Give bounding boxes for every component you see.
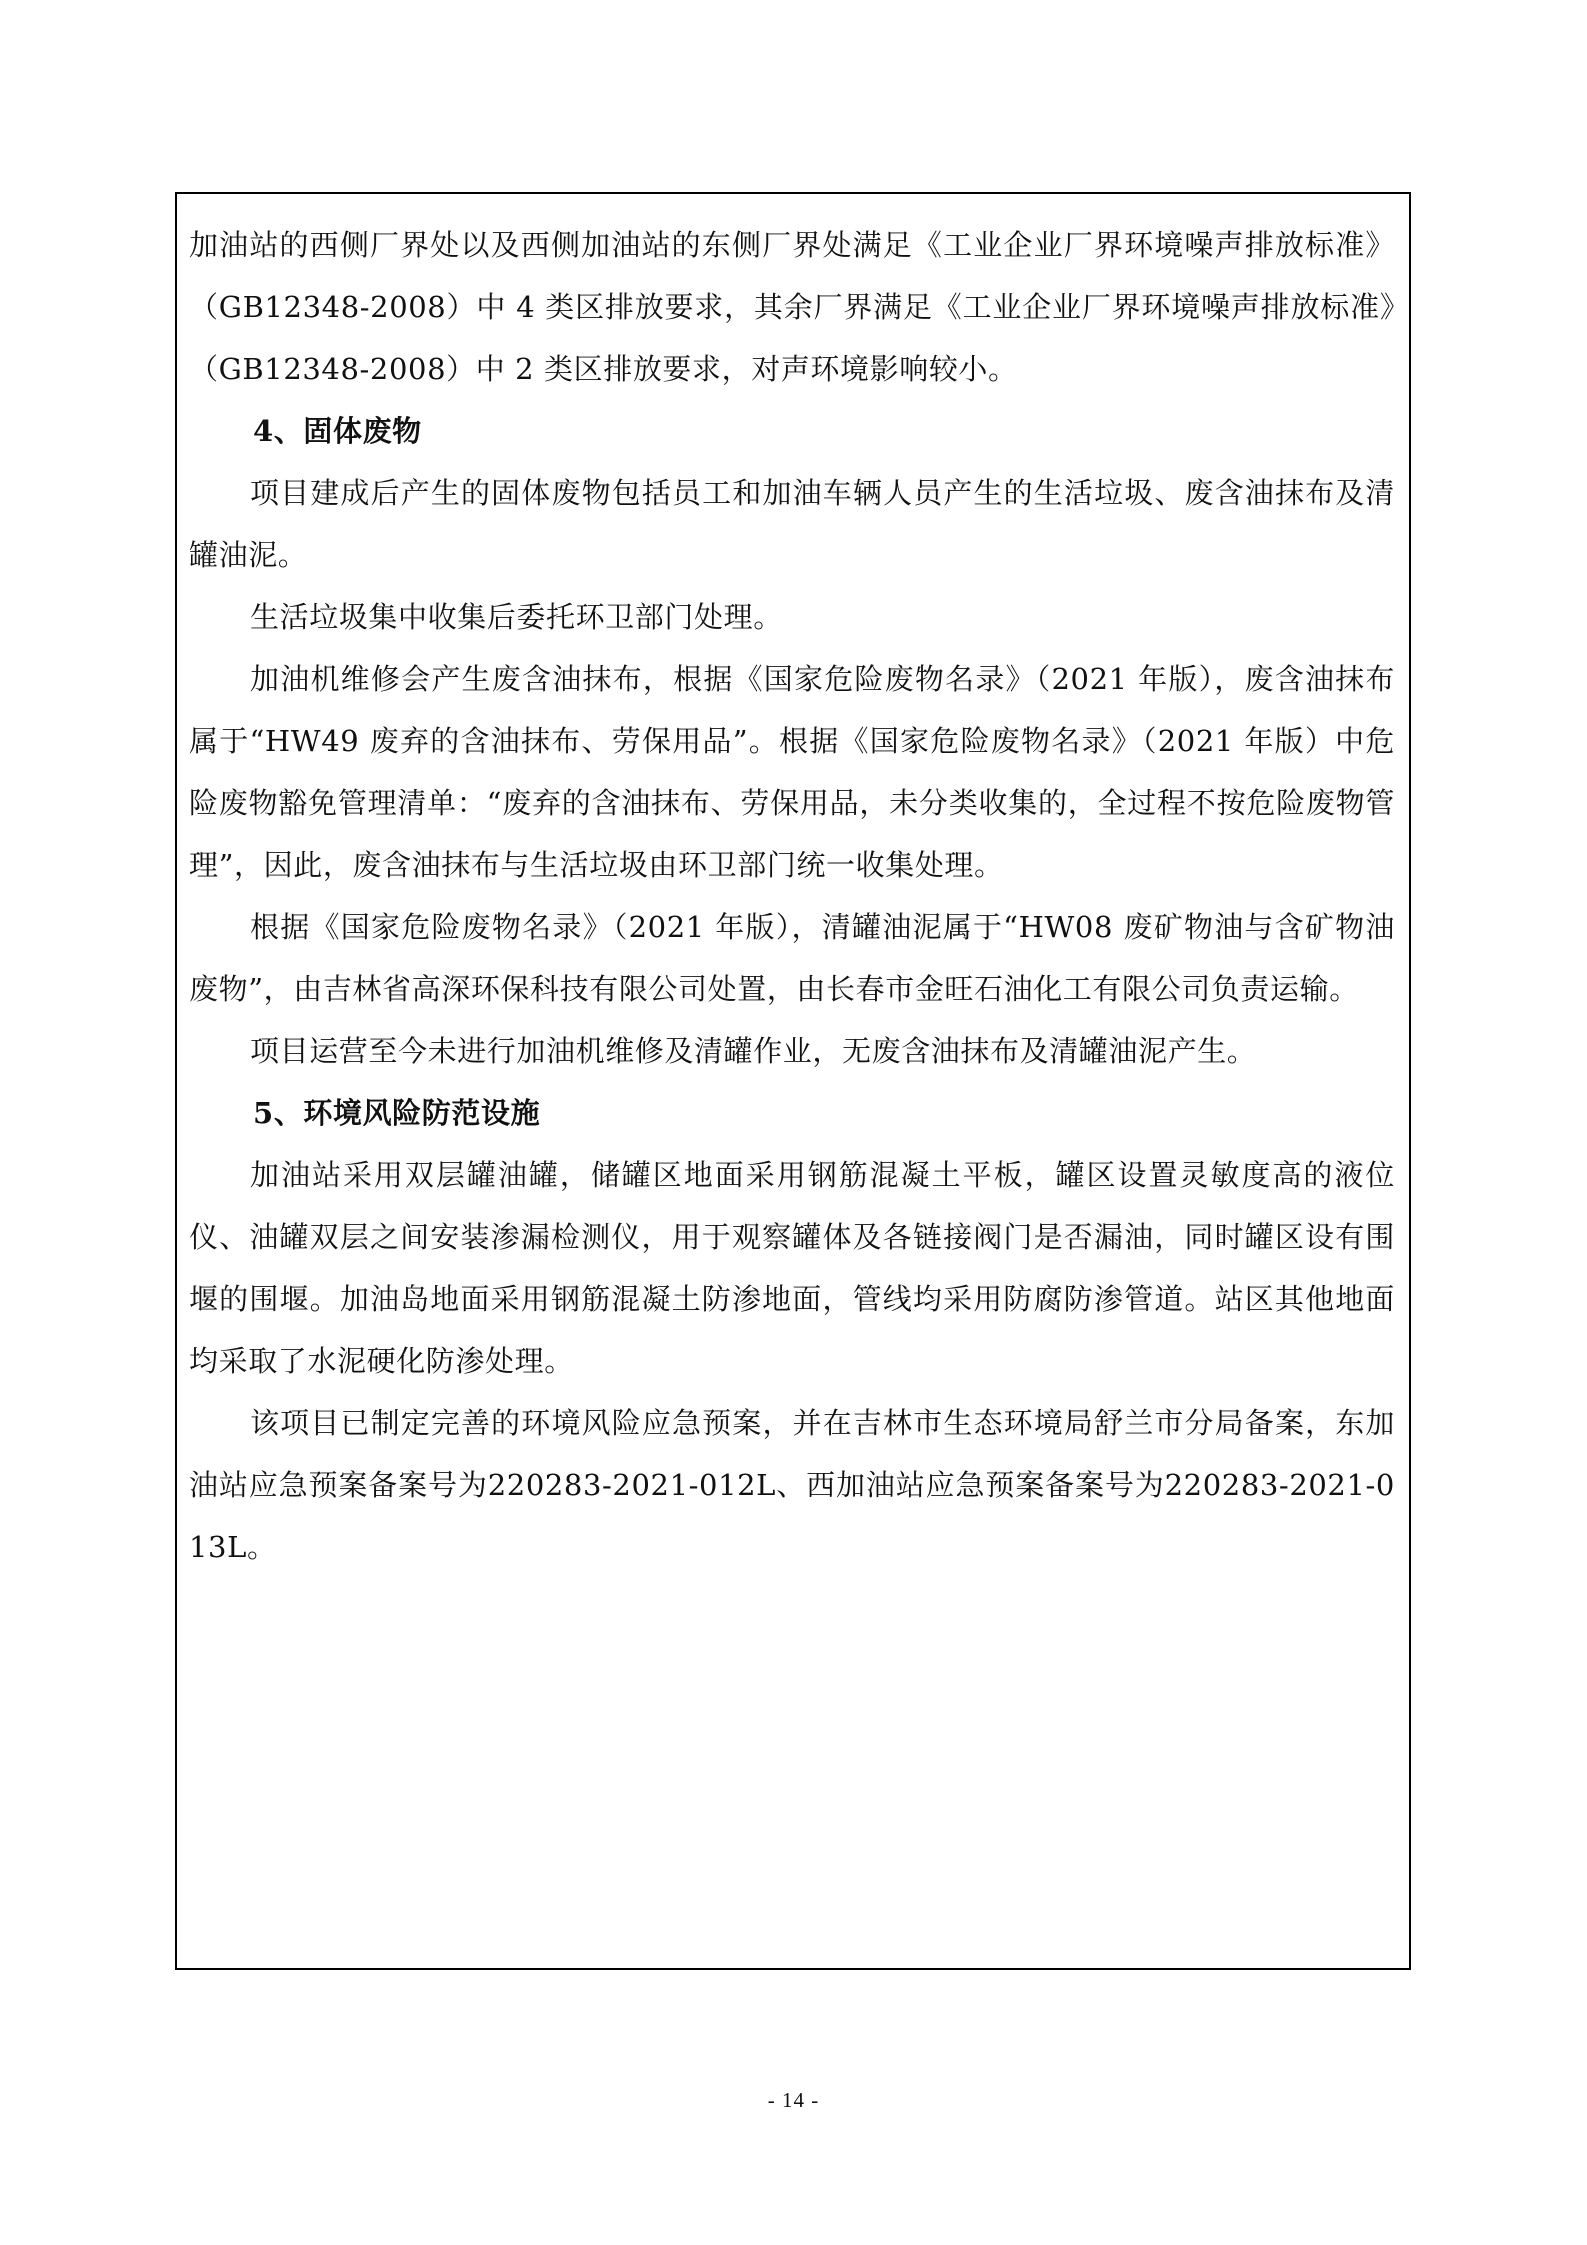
paragraph-tank-sludge: 根据《国家危险废物名录》（2021 年版），清罐油泥属于“HW08 废矿物油与含矿物油废物”，由吉林省高深环保科技有限公司处置，由长春市金旺石油化工有限公司负责运输。 [189, 910, 1395, 1006]
paragraph-emergency-plan: 该项目已制定完善的环境风险应急预案，并在吉林市生态环境局舒兰市分局备案，东加油站应急预案备案号为220283-2021-012L、西加油站应急预案备案号为220283-2021-013L。 [189, 1406, 1395, 1564]
paragraph-operation-status: 项目运营至今未进行加油机维修及清罐作业，无废含油抹布及清罐油泥产生。 [250, 1034, 1257, 1068]
paragraph-noise-standards: 加油站的西侧厂界处以及西侧加油站的东侧厂界处满足《工业企业厂界环境噪声排放标准》（GB12348-2008）中 4 类区排放要求，其余厂界满足《工业企业厂界环境噪声排放标准》（GB12348-2008）中 2 类区排放要求，对声环境影响较小。 [189, 228, 1395, 386]
page-number: - 14 - [767, 2088, 820, 2112]
section-heading-risk-prevention: 5、环境风险防范设施 [253, 1096, 541, 1130]
paragraph-domestic-waste: 生活垃圾集中收集后委托环卫部门处理。 [250, 600, 783, 634]
content-frame [175, 192, 1411, 1970]
paragraph-solid-waste-overview: 项目建成后产生的固体废物包括员工和加油车辆人员产生的生活垃圾、废含油抹布及清罐油泥。 [189, 476, 1395, 572]
paragraph-tank-facilities: 加油站采用双层罐油罐，储罐区地面采用钢筋混凝土平板，罐区设置灵敏度高的液位仪、油罐双层之间安装渗漏检测仪，用于观察罐体及各链接阀门是否漏油，同时罐区设有围堰的围堰。加油岛地面采用钢筋混凝土防渗地面，管线均采用防腐防渗管道。站区其他地面均采取了水泥硬化防渗处理。 [189, 1158, 1395, 1378]
section-heading-solid-waste: 4、固体废物 [253, 414, 422, 448]
paragraph-oily-rags: 加油机维修会产生废含油抹布，根据《国家危险废物名录》（2021 年版），废含油抹布属于“HW49 废弃的含油抹布、劳保用品”。根据《国家危险废物名录》（2021 年版）中危险废物豁免管理清单：“废弃的含油抹布、劳保用品，未分类收集的，全过程不按危险废物管理”，因此，废含油抹布与生活垃圾由环卫部门统一收集处理。 [189, 662, 1395, 882]
